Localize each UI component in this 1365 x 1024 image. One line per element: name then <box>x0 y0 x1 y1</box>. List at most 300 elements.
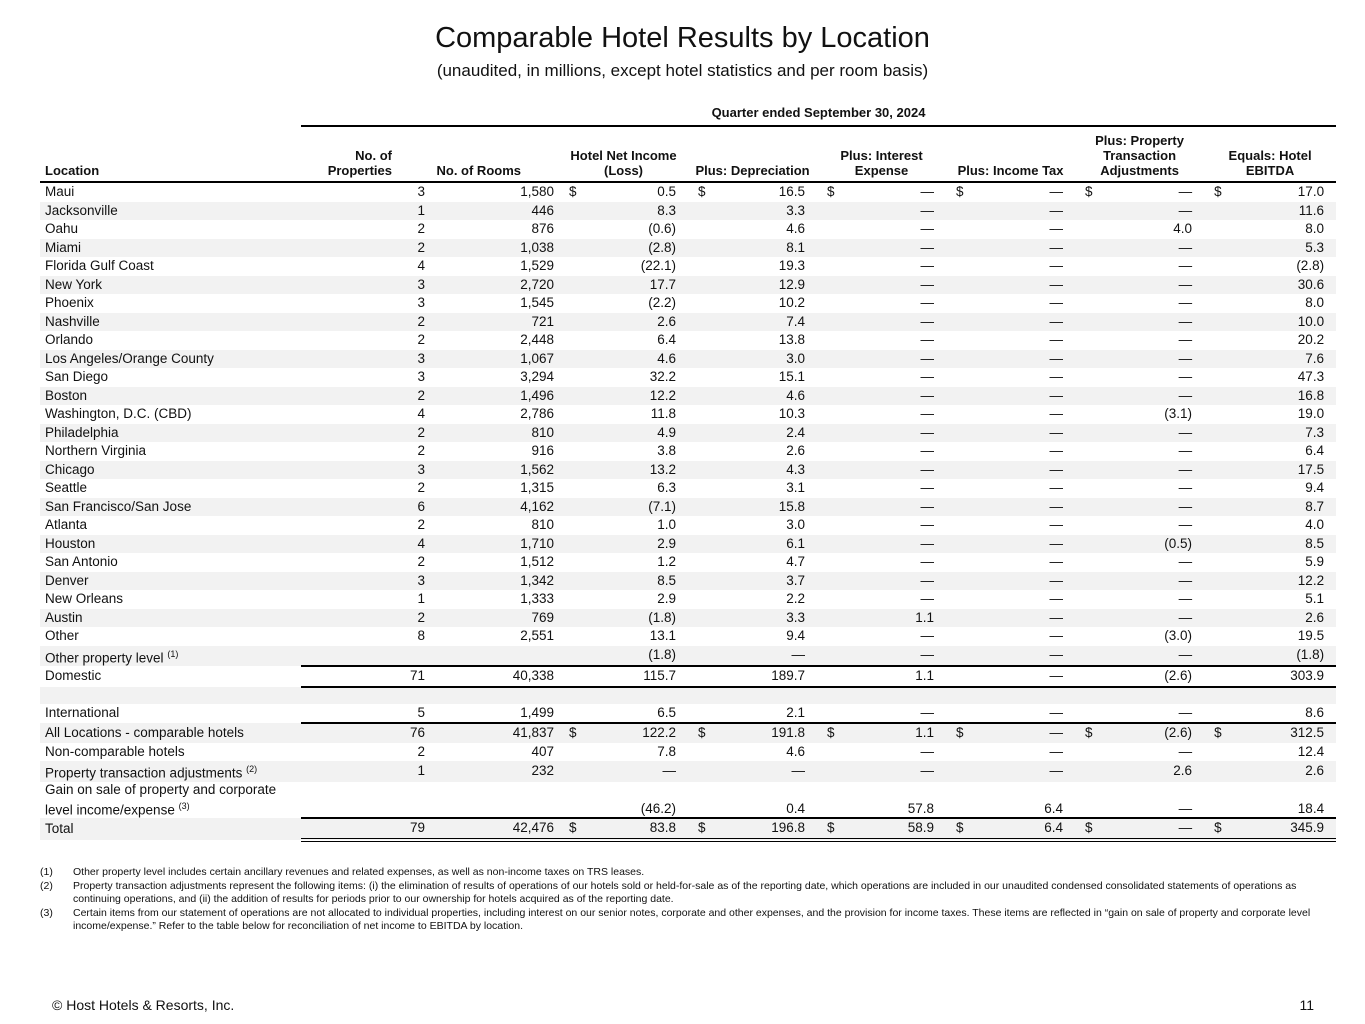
location-line-2: level income/expense <box>45 802 175 817</box>
currency-cell <box>688 257 708 276</box>
table-row <box>40 590 1336 609</box>
location-cell <box>40 331 301 350</box>
currency-cell: $ <box>946 723 966 743</box>
table-row <box>40 405 1336 424</box>
rooms-cell: 1,499 <box>520 704 554 720</box>
rooms-cell: 232 <box>430 761 559 782</box>
currency-cell <box>1204 535 1224 554</box>
table-row <box>40 313 1336 332</box>
currency-cell <box>1075 368 1095 387</box>
currency-cell <box>1204 666 1224 687</box>
footnote-text: Property transaction adjustments represent the following items: (i) the elimination of results of operations of our hotels sold or held-for-sale as of the reporting date, which operations are included in our unaudited condensed consolidated statements of operations as continuing operations, and (ii) the addition of results for periods prior to our ownership for hotels acquired as of the reporting date. <box>73 879 1297 905</box>
currency-cell <box>559 313 579 332</box>
rooms-cell: 769 <box>430 609 559 628</box>
location-label: Chicago <box>45 461 95 477</box>
currency-cell <box>946 239 966 258</box>
currency-cell <box>688 202 708 221</box>
currency-cell <box>1075 782 1095 819</box>
net-income-cell: (2.2) <box>648 295 677 311</box>
income-tax-cell: — <box>966 572 1075 591</box>
depreciation-cell: 191.8 <box>708 723 817 743</box>
properties-cell: 3 <box>417 184 425 200</box>
currency-cell <box>817 220 837 239</box>
table-row <box>40 516 1336 535</box>
depreciation-cell: 3.1 <box>786 480 806 496</box>
transaction-adj-cell: — <box>1095 276 1204 295</box>
net-income-cell: 6.4 <box>657 332 677 348</box>
spacer-cell <box>837 687 946 704</box>
ebitda-cell: (1.8) <box>1224 646 1336 667</box>
currency-cell <box>817 239 837 258</box>
depreciation-cell: 7.4 <box>708 313 817 332</box>
interest-cell: — <box>837 202 946 221</box>
currency-cell: $ <box>569 184 577 200</box>
results-table <box>40 127 1336 842</box>
currency-cell <box>1204 387 1224 406</box>
column-header-location: Location <box>40 127 301 182</box>
transaction-adj-cell: — <box>1095 202 1204 221</box>
location-label: New Orleans <box>45 591 124 607</box>
properties-cell: 2 <box>417 554 425 570</box>
properties-cell: 4 <box>417 258 425 274</box>
currency-cell <box>688 609 708 628</box>
currency-cell <box>559 516 579 535</box>
currency-cell <box>1075 220 1095 239</box>
properties-cell <box>301 646 430 667</box>
properties-cell: 2 <box>417 480 425 496</box>
location-label: International <box>45 705 120 721</box>
page-title: Comparable Hotel Results by Location <box>435 22 930 54</box>
interest-cell: — <box>920 258 935 274</box>
transaction-adj-cell: — <box>1178 591 1193 607</box>
transaction-adj-cell: — <box>1095 646 1204 667</box>
net-income-cell: 2.9 <box>657 591 677 607</box>
currency-cell <box>1204 516 1224 535</box>
income-tax-cell: — <box>1049 221 1064 237</box>
currency-cell <box>1204 553 1224 572</box>
properties-cell: 2 <box>417 443 425 459</box>
currency-cell <box>946 350 966 369</box>
properties-cell: 79 <box>301 818 430 840</box>
net-income-cell: 7.8 <box>657 743 677 759</box>
location-cell <box>40 461 301 480</box>
all-locations-row <box>40 723 1336 743</box>
currency-cell <box>1075 350 1095 369</box>
income-tax-cell: — <box>966 609 1075 628</box>
currency-cell <box>1204 761 1224 782</box>
currency-cell <box>1075 646 1095 667</box>
currency-cell <box>817 590 837 609</box>
currency-cell <box>817 257 837 276</box>
currency-cell <box>1075 609 1095 628</box>
transaction-adj-cell: — <box>1095 498 1204 517</box>
currency-cell: $ <box>827 184 835 200</box>
footnote-number: (1) <box>40 866 53 878</box>
properties-cell: 71 <box>301 666 430 687</box>
ebitda-cell: 8.0 <box>1305 295 1325 311</box>
location-label: Los Angeles/Orange County <box>45 350 214 366</box>
net-income-cell: 12.2 <box>579 387 688 406</box>
currency-cell <box>1075 535 1095 554</box>
currency-cell <box>688 666 708 687</box>
rooms-cell: 1,545 <box>520 295 554 311</box>
rooms-cell: 1,580 <box>520 184 554 200</box>
depreciation-cell: 4.6 <box>786 743 806 759</box>
footnote-number: (3) <box>40 906 53 919</box>
rooms-cell: 810 <box>430 424 559 443</box>
ebitda-cell: 20.2 <box>1297 332 1325 348</box>
table-row <box>40 553 1336 572</box>
table-row <box>40 257 1336 276</box>
transaction-adj-cell: — <box>1178 743 1193 759</box>
currency-cell <box>688 646 708 667</box>
spacer-cell <box>1204 687 1224 704</box>
depreciation-cell: 0.4 <box>786 801 806 816</box>
properties-cell: 4 <box>417 406 425 422</box>
net-income-cell: 6.5 <box>657 704 677 720</box>
currency-cell: $ <box>817 723 837 743</box>
domestic-row <box>40 666 1336 687</box>
transaction-adj-cell: — <box>1095 350 1204 369</box>
non-comparable-row <box>40 743 1336 762</box>
depreciation-cell: 4.6 <box>708 387 817 406</box>
currency-cell <box>688 743 708 762</box>
ebitda-cell: 19.0 <box>1297 406 1325 422</box>
interest-cell: — <box>920 443 935 459</box>
transaction-adj-cell: — <box>1095 461 1204 480</box>
currency-cell <box>946 387 966 406</box>
currency-cell <box>1075 276 1095 295</box>
depreciation-cell: 13.8 <box>778 332 806 348</box>
currency-cell <box>1204 498 1224 517</box>
currency-cell: $ <box>698 184 706 200</box>
spacer-cell <box>1224 687 1336 704</box>
table-row <box>40 609 1336 628</box>
location-label: Property transaction adjustments <box>45 765 243 781</box>
location-line-1: Gain on sale of property and corporate <box>45 781 277 797</box>
table-row <box>40 294 1336 313</box>
location-cell <box>40 704 301 724</box>
currency-cell <box>1075 553 1095 572</box>
interest-cell: — <box>837 313 946 332</box>
currency-cell <box>817 424 837 443</box>
transaction-adj-cell: — <box>1095 572 1204 591</box>
income-tax-cell: — <box>1049 704 1064 720</box>
table-row <box>40 442 1336 461</box>
interest-cell: 1.1 <box>837 723 946 743</box>
ebitda-cell: (2.8) <box>1296 258 1325 274</box>
transaction-adj-cell: — <box>1178 258 1193 274</box>
ebitda-cell: 7.3 <box>1224 424 1336 443</box>
location-label: San Diego <box>45 369 109 385</box>
rooms-cell <box>430 646 559 667</box>
properties-cell: 3 <box>301 350 430 369</box>
currency-cell <box>946 627 966 646</box>
currency-cell <box>946 782 966 819</box>
location-label: All Locations - comparable hotels <box>45 724 244 740</box>
currency-cell <box>1204 442 1224 461</box>
interest-cell: — <box>920 743 935 759</box>
currency-cell <box>559 442 579 461</box>
spacer-cell <box>946 687 966 704</box>
rooms-cell: 3,294 <box>520 369 554 385</box>
transaction-adj-cell: (2.6) <box>1095 666 1204 687</box>
interest-cell: — <box>920 332 935 348</box>
currency-cell <box>946 553 966 572</box>
depreciation-cell: 16.5 <box>778 184 806 200</box>
location-cell <box>40 182 301 202</box>
currency-cell <box>1075 498 1095 517</box>
interest-cell: — <box>920 406 935 422</box>
location-label: San Francisco/San Jose <box>45 498 192 514</box>
net-income-cell: (7.1) <box>579 498 688 517</box>
location-label: Austin <box>45 609 83 625</box>
ebitda-cell: 8.0 <box>1305 221 1325 237</box>
net-income-cell: 1.2 <box>657 554 677 570</box>
income-tax-cell: — <box>1049 554 1064 570</box>
spacer-cell <box>579 687 688 704</box>
property-transaction-row <box>40 761 1336 782</box>
currency-cell <box>1204 368 1224 387</box>
depreciation-cell: 3.3 <box>708 609 817 628</box>
currency-cell <box>1204 743 1224 762</box>
properties-cell: 76 <box>301 723 430 743</box>
currency-cell <box>559 405 579 424</box>
net-income-cell: 17.7 <box>579 276 688 295</box>
currency-cell <box>688 572 708 591</box>
currency-cell <box>946 257 966 276</box>
depreciation-cell: 3.0 <box>786 517 806 533</box>
ebitda-cell: 8.6 <box>1305 704 1325 720</box>
location-cell <box>40 782 301 819</box>
rooms-cell: 1,333 <box>520 591 554 607</box>
depreciation-cell: 15.1 <box>778 369 806 385</box>
currency-cell: $ <box>559 723 579 743</box>
table-row <box>40 368 1336 387</box>
currency-cell <box>1075 331 1095 350</box>
net-income-cell: 4.9 <box>579 424 688 443</box>
table-header-row <box>40 127 1336 182</box>
properties-cell: 2 <box>417 743 425 759</box>
currency-cell: $ <box>946 818 966 840</box>
interest-cell: — <box>920 517 935 533</box>
currency-cell <box>559 646 579 667</box>
location-cell <box>40 516 301 535</box>
net-income-cell: 4.6 <box>579 350 688 369</box>
interest-cell: — <box>837 761 946 782</box>
location-cell <box>40 405 301 424</box>
footnote-ref: (1) <box>167 648 179 659</box>
currency-cell <box>1075 461 1095 480</box>
page-subtitle: (unaudited, in millions, except hotel statistics and per room basis) <box>436 61 929 80</box>
location-label: Orlando <box>45 332 94 348</box>
location-cell <box>40 368 301 387</box>
location-label: Domestic <box>45 668 102 684</box>
location-cell <box>40 666 301 687</box>
ebitda-cell: 8.5 <box>1224 535 1336 554</box>
table-row <box>40 387 1336 406</box>
ebitda-cell: 2.6 <box>1224 761 1336 782</box>
currency-cell <box>1204 479 1224 498</box>
rooms-cell: 1,529 <box>520 258 554 274</box>
rooms-cell: 2,448 <box>520 332 554 348</box>
currency-cell <box>1075 761 1095 782</box>
currency-cell <box>1075 424 1095 443</box>
spacer-cell <box>430 687 559 704</box>
currency-cell <box>559 666 579 687</box>
rooms-cell: 721 <box>430 313 559 332</box>
net-income-cell: (2.8) <box>579 239 688 258</box>
currency-cell <box>559 331 579 350</box>
currency-cell <box>1204 424 1224 443</box>
currency-cell <box>817 572 837 591</box>
properties-cell: 3 <box>301 572 430 591</box>
currency-cell <box>559 257 579 276</box>
currency-cell <box>817 646 837 667</box>
rooms-cell: 1,038 <box>430 239 559 258</box>
depreciation-cell: 3.3 <box>708 202 817 221</box>
ebitda-cell: 47.3 <box>1297 369 1325 385</box>
location-cell <box>40 743 301 762</box>
transaction-adj-cell: (2.6) <box>1095 723 1204 743</box>
location-label: Northern Virginia <box>45 443 147 459</box>
location-cell <box>40 609 301 628</box>
location-cell <box>40 257 301 276</box>
currency-cell <box>559 350 579 369</box>
currency-cell <box>1204 257 1224 276</box>
currency-cell <box>688 479 708 498</box>
depreciation-cell: 8.1 <box>708 239 817 258</box>
table-row <box>40 479 1336 498</box>
location-cell <box>40 590 301 609</box>
currency-cell <box>559 761 579 782</box>
properties-cell <box>301 782 430 819</box>
table-row <box>40 535 1336 554</box>
properties-cell: 3 <box>417 295 425 311</box>
income-tax-cell: 6.4 <box>966 818 1075 840</box>
income-tax-cell: — <box>1049 743 1064 759</box>
currency-cell <box>688 368 708 387</box>
currency-cell <box>688 350 708 369</box>
properties-cell: 6 <box>301 498 430 517</box>
currency-cell <box>1075 516 1095 535</box>
ebitda-cell: 12.4 <box>1297 743 1325 759</box>
currency-cell <box>946 331 966 350</box>
currency-cell: $ <box>688 723 708 743</box>
properties-cell: 2 <box>301 424 430 443</box>
income-tax-cell: — <box>966 239 1075 258</box>
rooms-cell: 916 <box>531 443 554 459</box>
currency-cell <box>559 239 579 258</box>
currency-cell <box>817 294 837 313</box>
footnote-number: (2) <box>40 879 53 892</box>
currency-cell <box>688 498 708 517</box>
rooms-cell: 2,720 <box>430 276 559 295</box>
currency-cell <box>688 424 708 443</box>
location-label: Non-comparable hotels <box>45 743 185 759</box>
income-tax-cell: — <box>1049 591 1064 607</box>
currency-cell <box>946 516 966 535</box>
income-tax-cell: — <box>966 535 1075 554</box>
currency-cell <box>946 479 966 498</box>
transaction-adj-cell: — <box>1178 801 1193 816</box>
currency-cell: $ <box>956 184 964 200</box>
footnote-ref: (2) <box>246 764 258 774</box>
rooms-cell: 446 <box>430 202 559 221</box>
currency-cell <box>688 294 708 313</box>
currency-cell <box>688 331 708 350</box>
currency-cell <box>946 220 966 239</box>
currency-cell <box>559 609 579 628</box>
currency-cell <box>817 761 837 782</box>
depreciation-cell: — <box>708 761 817 782</box>
currency-cell <box>559 368 579 387</box>
currency-cell <box>559 572 579 591</box>
net-income-cell: (1.8) <box>579 646 688 667</box>
spacer-cell <box>688 687 708 704</box>
column-header-net-income: Hotel Net Income (Loss) <box>559 127 688 182</box>
transaction-adj-cell: (3.1) <box>1164 406 1193 422</box>
properties-cell: 1 <box>301 202 430 221</box>
table-row <box>40 331 1336 350</box>
table-row <box>40 572 1336 591</box>
rooms-cell: 4,162 <box>430 498 559 517</box>
properties-cell: 1 <box>301 761 430 782</box>
currency-cell <box>946 646 966 667</box>
net-income-cell: 115.7 <box>579 666 688 687</box>
transaction-adj-cell: — <box>1178 704 1193 720</box>
table-row <box>40 220 1336 239</box>
location-label: Other property level <box>45 650 164 665</box>
income-tax-cell: — <box>966 498 1075 517</box>
depreciation-cell: 2.4 <box>708 424 817 443</box>
currency-cell <box>1204 782 1224 819</box>
depreciation-cell: 9.4 <box>786 628 806 644</box>
currency-cell <box>817 627 837 646</box>
interest-cell: 57.8 <box>907 801 935 816</box>
currency-cell <box>688 239 708 258</box>
location-label: Miami <box>45 239 81 255</box>
currency-cell <box>1075 442 1095 461</box>
currency-cell <box>688 553 708 572</box>
currency-cell <box>1075 704 1095 724</box>
currency-cell <box>946 704 966 724</box>
currency-cell <box>946 405 966 424</box>
currency-cell <box>688 782 708 819</box>
properties-cell: 2 <box>301 609 430 628</box>
ebitda-cell: 6.4 <box>1305 443 1325 459</box>
transaction-adj-cell: — <box>1178 554 1193 570</box>
ebitda-cell: 5.3 <box>1224 239 1336 258</box>
currency-cell <box>1204 350 1224 369</box>
transaction-adj-cell: — <box>1178 443 1193 459</box>
currency-cell <box>946 294 966 313</box>
location-label: Maui <box>45 184 75 200</box>
properties-cell: 3 <box>417 369 425 385</box>
properties-cell: 3 <box>301 461 430 480</box>
location-cell <box>40 294 301 313</box>
currency-cell <box>946 313 966 332</box>
currency-cell <box>1204 590 1224 609</box>
interest-cell: — <box>837 239 946 258</box>
table-row <box>40 424 1336 443</box>
net-income-cell: — <box>579 761 688 782</box>
currency-cell <box>817 498 837 517</box>
currency-cell <box>946 202 966 221</box>
column-header-properties: No. of Properties <box>301 127 430 182</box>
currency-cell: $ <box>1214 184 1222 200</box>
column-header-rooms: No. of Rooms <box>430 127 559 182</box>
